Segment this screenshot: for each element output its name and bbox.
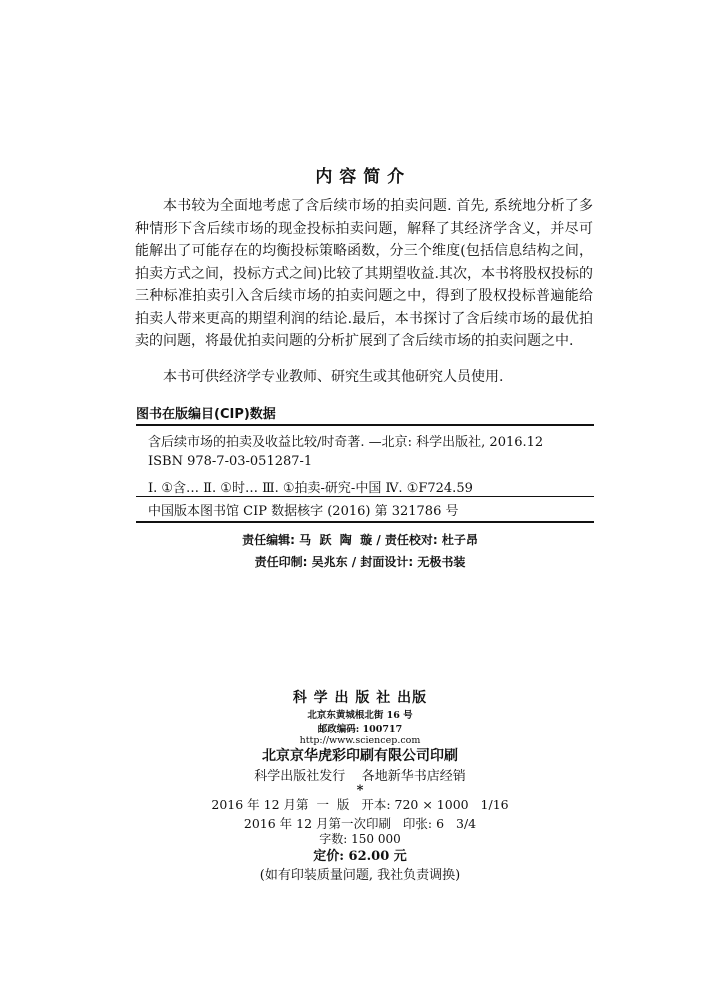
printing-line: 2016 年 12 月第一次印刷 印张: 6 3/4 bbox=[243, 816, 477, 831]
edition-line: 2016 年 12 月第 一 版 开本: 720 × 1000 1/16 bbox=[211, 797, 509, 812]
publisher-address: 北京东黄城根北街 16 号 bbox=[307, 710, 413, 721]
editor-credits: 责任编辑: 马 跃 陶 璇 / 责任校对: 杜子昂 bbox=[242, 533, 478, 547]
cip-bottom-rule bbox=[136, 521, 594, 523]
separator-star: * bbox=[356, 783, 364, 798]
word-count: 字数: 150 000 bbox=[319, 832, 401, 846]
cip-isbn-line: ISBN 978-7-03-051287-1 bbox=[148, 454, 313, 469]
production-credits: 责任印制: 吴兆东 / 封面设计: 无极书装 bbox=[254, 555, 466, 569]
cip-classification-line: Ⅰ. ①含… Ⅱ. ①时… Ⅲ. ①拍卖-研究-中国 Ⅳ. ①F724.59 bbox=[148, 481, 473, 496]
publisher-name: 科 学 出 版 社 出版 bbox=[292, 690, 428, 706]
intro-title: 内 容 简 介 bbox=[315, 167, 405, 187]
distribution-line: 科学出版社发行 各地新华书店经销 bbox=[254, 769, 466, 784]
cip-record-line: 中国版本图书馆 CIP 数据核字 (2016) 第 321786 号 bbox=[148, 504, 459, 519]
intro-paragraph-2: 本书可供经济学专业教师、研究生或其他研究人员使用. bbox=[163, 369, 504, 385]
intro-paragraph-1: 本书较为全面地考虑了含后续市场的拍卖问题. 首先, 系统地分析了多种情形下含后续市场的现金投标拍卖问题，解释了其经济学含义，并尽可能解出了可能存在的均衡投标策略函数，分三个维度(包括信息结构之间，拍卖方式之间，投标方式之间)比较了其期望收益.其次，本书将股权投标的三种标准拍卖引入含后续市场的拍卖问题之中，得到了股权投标普遍能给拍卖人带来更高的期望利润的结论.最后，本书探讨了含后续市场的最优拍卖的问题，将最优拍卖问题的分析扩展到了含后续市场的拍卖问题之中. bbox=[135, 198, 593, 349]
publisher-website: http://www.sciencep.com bbox=[299, 735, 421, 746]
cip-heading: 图书在版编目(CIP)数据 bbox=[136, 407, 276, 422]
cip-top-rule bbox=[136, 424, 594, 426]
cip-title-line: 含后续市场的拍卖及收益比较/时奇著. —北京: 科学出版社, 2016.12 bbox=[148, 435, 544, 450]
printer-name: 北京京华虎彩印刷有限公司印刷 bbox=[262, 748, 458, 764]
exchange-note: (如有印装质量问题, 我社负责调换) bbox=[259, 868, 461, 883]
price: 定价: 62.00 元 bbox=[313, 849, 407, 864]
cip-middle-rule bbox=[136, 496, 594, 497]
publisher-postcode: 邮政编码: 100717 bbox=[317, 724, 403, 735]
